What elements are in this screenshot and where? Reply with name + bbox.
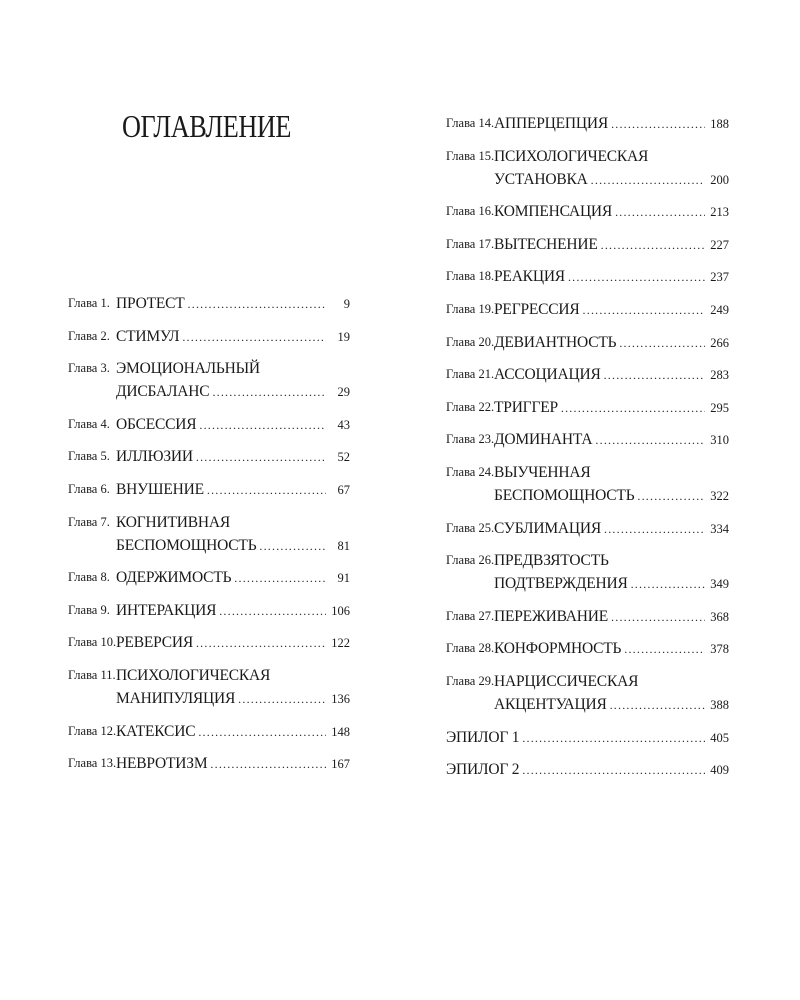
chapter-title-continued: МАНИПУЛЯЦИЯ xyxy=(116,689,236,707)
toc-entry[interactable] xyxy=(68,631,350,655)
toc-entry[interactable] xyxy=(446,233,729,257)
chapter-label: Глава 27. xyxy=(446,608,495,623)
toc-column-left xyxy=(68,292,350,785)
chapter-title: КАТЕКСИС xyxy=(116,722,196,740)
chapter-title: ПСИХОЛОГИЧЕСКАЯ xyxy=(494,147,649,165)
chapter-label: Глава 18. xyxy=(446,269,495,284)
chapter-title: АССОЦИАЦИЯ xyxy=(494,366,601,384)
chapter-title: ЭПИЛОГ 1 xyxy=(446,728,520,746)
chapter-label: Глава 5. xyxy=(68,449,110,464)
chapter-label: Глава 22. xyxy=(446,399,495,414)
toc-entry[interactable] xyxy=(446,605,729,629)
page-title: ОГЛАВЛЕНИЕ xyxy=(122,108,292,144)
page-number: 167 xyxy=(331,757,350,772)
page-number: 200 xyxy=(710,172,729,187)
toc-entry[interactable] xyxy=(446,726,729,750)
chapter-label: Глава 8. xyxy=(68,570,110,585)
leader-dots xyxy=(601,234,705,257)
leader-dots xyxy=(219,600,326,623)
toc-entry[interactable] xyxy=(446,428,729,452)
chapter-title: СУБЛИМАЦИЯ xyxy=(494,519,602,537)
chapter-label: Глава 14. xyxy=(446,116,495,130)
leader-dots xyxy=(196,446,326,469)
leader-dots xyxy=(212,381,326,404)
chapter-title: ПРЕДВЗЯТОСТЬ xyxy=(494,552,609,570)
leader-dots xyxy=(182,326,326,349)
leader-dots xyxy=(196,632,326,655)
chapter-label: Глава 10. xyxy=(68,635,117,650)
page-number: 19 xyxy=(337,329,350,344)
chapter-title: ТРИГГЕР xyxy=(494,398,558,416)
chapter-title: НЕВРОТИЗМ xyxy=(116,755,208,773)
leader-dots xyxy=(611,606,705,629)
leader-dots xyxy=(604,518,705,541)
page-number: 322 xyxy=(710,488,729,503)
page-number: 405 xyxy=(710,730,729,745)
toc-entry[interactable] xyxy=(446,637,729,661)
toc-entry[interactable] xyxy=(68,292,350,316)
page-number: 227 xyxy=(710,237,729,252)
chapter-title: ДОМИНАНТА xyxy=(494,431,593,449)
toc-entry[interactable] xyxy=(446,461,729,508)
chapter-title-continued: БЕСПОМОЩНОСТЬ xyxy=(116,536,257,554)
page-number: 388 xyxy=(710,697,729,712)
toc-entry[interactable] xyxy=(446,549,729,596)
toc-entry[interactable] xyxy=(446,200,729,224)
leader-dots xyxy=(568,266,705,289)
chapter-title: КОМПЕНСАЦИЯ xyxy=(494,203,613,221)
chapter-title: СТИМУЛ xyxy=(116,327,180,345)
page-number: 349 xyxy=(710,577,729,592)
chapter-label: Глава 17. xyxy=(446,236,495,251)
page-number: 122 xyxy=(331,636,350,651)
toc-entry[interactable] xyxy=(68,599,350,623)
leader-dots xyxy=(210,753,326,776)
chapter-label: Глава 23. xyxy=(446,432,495,447)
toc-entry[interactable] xyxy=(446,670,729,717)
page-number: 295 xyxy=(710,400,729,415)
toc-entry[interactable] xyxy=(446,517,729,541)
chapter-title-continued: УСТАНОВКА xyxy=(494,170,588,188)
toc-entry[interactable] xyxy=(446,396,729,420)
chapter-title: ИЛЛЮЗИИ xyxy=(116,448,193,466)
toc-entry[interactable] xyxy=(446,298,729,322)
chapter-label: Глава 16. xyxy=(446,204,495,219)
leader-dots xyxy=(610,694,705,717)
page-number: 409 xyxy=(710,763,729,778)
toc-entry[interactable] xyxy=(68,445,350,469)
leader-dots xyxy=(604,364,705,387)
chapter-label: Глава 7. xyxy=(68,514,110,529)
page-number: 91 xyxy=(337,571,350,586)
page-number: 237 xyxy=(710,270,729,285)
page-number: 249 xyxy=(710,302,729,317)
chapter-title: ЭМОЦИОНАЛЬНЫЙ xyxy=(116,360,260,378)
chapter-label: Глава 12. xyxy=(68,723,117,738)
chapter-label: Глава 9. xyxy=(68,602,110,617)
toc-entry[interactable] xyxy=(68,720,350,744)
chapter-label: Глава 28. xyxy=(446,641,495,656)
page-number: 266 xyxy=(710,335,729,350)
toc-entry[interactable] xyxy=(68,752,350,776)
chapter-label: Глава 1. xyxy=(68,296,110,310)
toc-entry[interactable] xyxy=(68,413,350,437)
chapter-title: ПРОТЕСТ xyxy=(116,295,185,312)
page-number: 213 xyxy=(710,205,729,220)
page-number: 310 xyxy=(710,433,729,448)
page-number: 106 xyxy=(331,603,350,618)
leader-dots xyxy=(198,721,326,744)
toc-entry[interactable] xyxy=(446,758,729,782)
leader-dots xyxy=(522,759,705,782)
chapter-label: Глава 15. xyxy=(446,148,495,163)
chapter-title: ОДЕРЖИМОСТЬ xyxy=(116,569,232,587)
chapter-title-continued: БЕСПОМОЩНОСТЬ xyxy=(494,486,635,504)
leader-dots xyxy=(207,479,326,502)
chapter-title: ВНУШЕНИЕ xyxy=(116,480,204,498)
page-number: 81 xyxy=(337,538,350,553)
chapter-title: ЭПИЛОГ 2 xyxy=(446,761,520,779)
leader-dots xyxy=(188,293,326,316)
leader-dots xyxy=(199,414,326,437)
leader-dots xyxy=(619,332,705,355)
toc-entry[interactable] xyxy=(446,331,729,355)
chapter-label: Глава 2. xyxy=(68,328,110,343)
page-number: 188 xyxy=(710,117,729,131)
chapter-title: КОГНИТИВНАЯ xyxy=(116,513,231,531)
leader-dots xyxy=(522,727,705,750)
page-number: 136 xyxy=(331,691,350,706)
toc-entry[interactable] xyxy=(446,363,729,387)
leader-dots xyxy=(624,638,705,661)
page-number: 9 xyxy=(343,297,350,311)
chapter-label: Глава 11. xyxy=(68,667,116,682)
toc-entry[interactable] xyxy=(68,511,350,558)
chapter-title-continued: АКЦЕНТУАЦИЯ xyxy=(494,695,607,713)
leader-dots xyxy=(259,535,326,558)
chapter-label: Глава 3. xyxy=(68,361,110,376)
chapter-title: ИНТЕРАКЦИЯ xyxy=(116,601,217,619)
page-number: 43 xyxy=(337,417,350,432)
leader-dots xyxy=(591,169,705,192)
toc-entry[interactable] xyxy=(446,265,729,289)
chapter-label: Глава 24. xyxy=(446,464,495,479)
chapter-title-continued: ПОДТВЕРЖДЕНИЯ xyxy=(494,575,628,593)
chapter-label: Глава 20. xyxy=(446,334,495,349)
page-number: 67 xyxy=(337,482,350,497)
page-number: 368 xyxy=(710,609,729,624)
page-number: 378 xyxy=(710,642,729,657)
toc-entry[interactable] xyxy=(68,566,350,590)
chapter-title: ВЫУЧЕННАЯ xyxy=(494,463,591,481)
chapter-title: АППЕРЦЕПЦИЯ xyxy=(494,115,609,132)
chapter-label: Глава 25. xyxy=(446,520,495,535)
leader-dots xyxy=(595,429,705,452)
page-number: 52 xyxy=(337,450,350,465)
chapter-title: НАРЦИССИЧЕСКАЯ xyxy=(494,672,639,690)
chapter-label: Глава 13. xyxy=(68,756,117,771)
chapter-label: Глава 29. xyxy=(446,673,495,688)
toc-entry[interactable] xyxy=(68,325,350,349)
leader-dots xyxy=(234,567,326,590)
leader-dots xyxy=(583,299,705,322)
chapter-title: ПСИХОЛОГИЧЕСКАЯ xyxy=(116,666,271,684)
chapter-title: ОБСЕССИЯ xyxy=(116,415,197,433)
chapter-label: Глава 21. xyxy=(446,367,495,382)
chapter-title: РЕАКЦИЯ xyxy=(494,268,565,286)
chapter-title: ПЕРЕЖИВАНИЕ xyxy=(494,607,609,625)
chapter-title: КОНФОРМНОСТЬ xyxy=(494,640,622,658)
page-number: 29 xyxy=(337,385,350,400)
leader-dots xyxy=(611,113,705,136)
leader-dots xyxy=(561,397,705,420)
leader-dots xyxy=(637,485,705,508)
chapter-title: ВЫТЕСНЕНИЕ xyxy=(494,235,598,253)
toc-entry[interactable] xyxy=(68,664,350,711)
leader-dots xyxy=(238,688,326,711)
page-number: 283 xyxy=(710,368,729,383)
chapter-title: РЕВЕРСИЯ xyxy=(116,634,193,652)
chapter-title: ДЕВИАНТНОСТЬ xyxy=(494,333,617,351)
toc-entry[interactable] xyxy=(446,112,729,136)
page-number: 148 xyxy=(331,724,350,739)
toc-entry[interactable] xyxy=(446,145,729,192)
chapter-title-continued: ДИСБАЛАНС xyxy=(116,383,210,401)
toc-entry[interactable] xyxy=(68,478,350,502)
leader-dots xyxy=(631,573,705,596)
chapter-label: Глава 19. xyxy=(446,301,495,316)
chapter-label: Глава 26. xyxy=(446,553,495,568)
chapter-label: Глава 4. xyxy=(68,416,110,431)
chapter-label: Глава 6. xyxy=(68,481,110,496)
toc-column-right xyxy=(446,112,729,791)
chapter-title: РЕГРЕССИЯ xyxy=(494,300,580,318)
page-number: 334 xyxy=(710,521,729,536)
leader-dots xyxy=(615,201,705,224)
toc-entry[interactable] xyxy=(68,357,350,404)
